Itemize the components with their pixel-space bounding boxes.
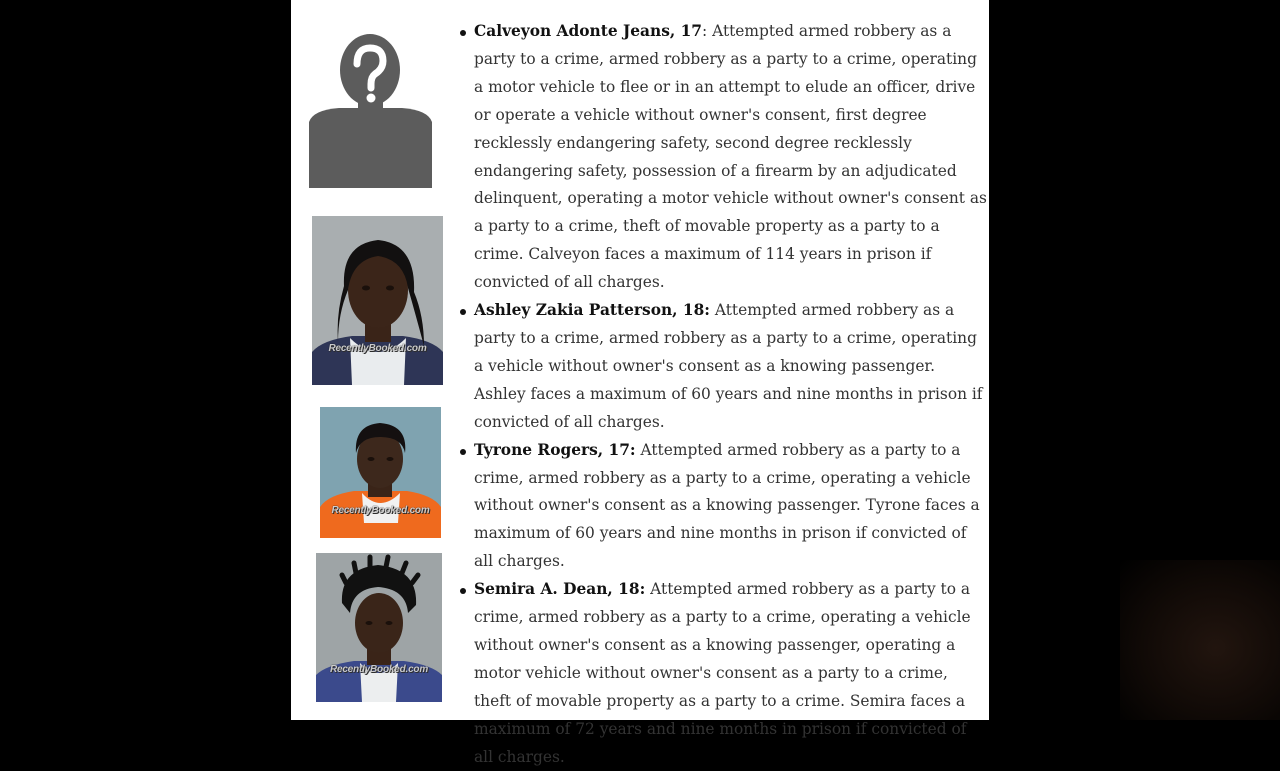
charges-text: Attempted armed robbery as a party to a crime, armed robbery as a party to a crime, operating a motor vehicle to flee or in an attempt to elude an officer, drive or operate a vehicle without owner's consent, first degree recklessly endangering safety, second degree recklessly endangering safety, possession of a firearm by an adjudicated delinquent, operating a motor vehicle without owner's consent as a party to a crime, theft of movable property as a party to a crime. Calveyon faces a maximum of 114 years in prison if convicted of all charges. bbox=[474, 22, 987, 292]
question-mark-silhouette-icon bbox=[309, 20, 432, 188]
defendant-name: Tyrone Rogers, 17: bbox=[474, 440, 636, 459]
charges-text: Attempted armed robbery as a party to a crime, armed robbery as a party to a crime, operating a vehicle without owner's consent as a knowing passenger. Ashley faces a maximum of 60 years and nine months in prison if convicted of all charges. bbox=[474, 301, 983, 431]
mugshot-figure bbox=[312, 216, 443, 385]
list-item bbox=[474, 437, 989, 577]
list-item bbox=[474, 18, 989, 297]
watermark: RecentlyBooked.com bbox=[331, 505, 430, 516]
watermark: RecentlyBooked.com bbox=[328, 343, 427, 354]
defendant-name: Semira A. Dean, 18: bbox=[474, 580, 646, 599]
mugshot-photo bbox=[320, 407, 441, 538]
placeholder-photo bbox=[309, 20, 432, 188]
mugshot-figure bbox=[316, 553, 442, 702]
mugshot-photo bbox=[312, 216, 443, 385]
dark-corner-overlay bbox=[1120, 560, 1280, 720]
charges-text: Attempted armed robbery as a party to a crime, armed robbery as a party to a crime, operating a vehicle without owner's consent as a knowing passenger, operating a motor vehicle without owner's consent as a party to a crime, theft of movable property as a party to a crime. Semira faces a maximum of 72 years and nine months in prison if convicted of all charges. bbox=[474, 580, 971, 766]
mugshot-figure bbox=[320, 407, 441, 538]
mugshot-photo bbox=[316, 553, 442, 702]
list-item bbox=[474, 297, 989, 437]
charges-list bbox=[474, 18, 989, 771]
charges-text: Attempted armed robbery as a party to a crime, armed robbery as a party to a crime, operating a vehicle without owner's consent as a knowing passenger. Tyrone faces a maximum of 60 years and nine months in prison if convicted of all charges. bbox=[474, 440, 980, 571]
watermark: RecentlyBooked.com bbox=[329, 664, 429, 675]
separator: : bbox=[702, 22, 713, 40]
list-item bbox=[474, 576, 989, 771]
defendant-name: Calveyon Adonte Jeans, 17 bbox=[474, 22, 703, 40]
defendant-name: Ashley Zakia Patterson, 18: bbox=[474, 301, 710, 320]
